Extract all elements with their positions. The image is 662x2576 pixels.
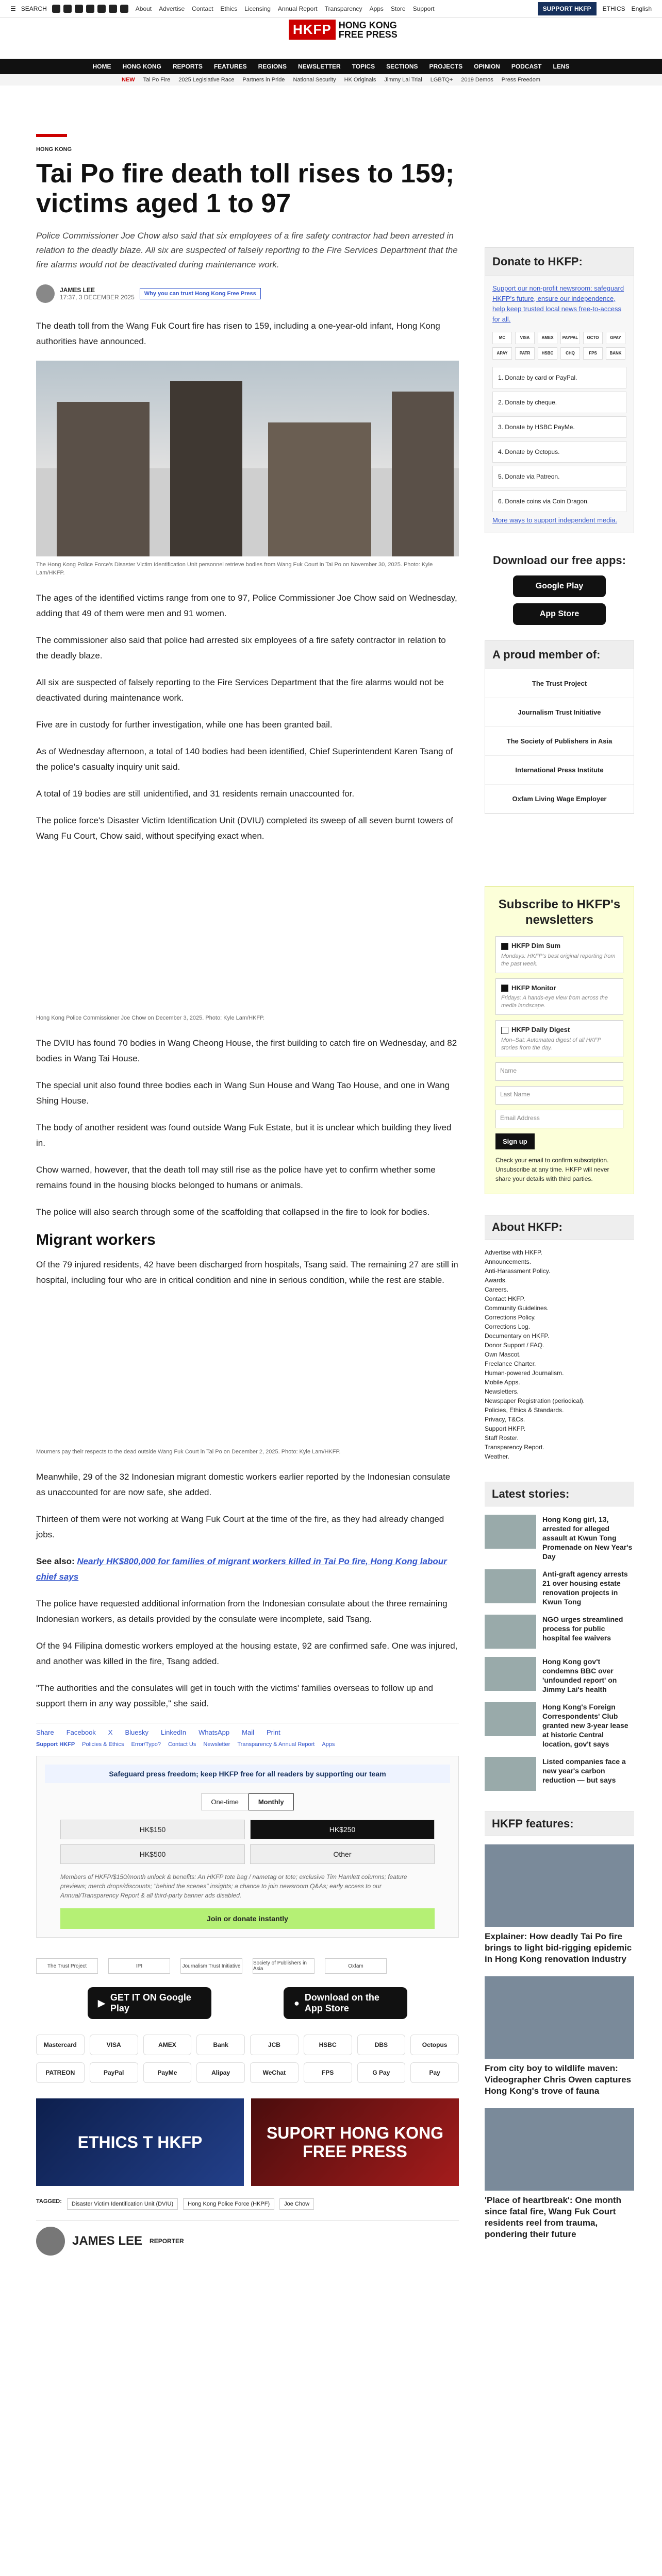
logo-text-1: HONG KONG xyxy=(338,20,397,30)
member-logo[interactable]: The Trust Project xyxy=(485,669,634,698)
about-link[interactable]: Staff Roster. xyxy=(485,1434,519,1442)
features-title: HKFP features: xyxy=(485,1811,634,1836)
payment-logo: Octopus xyxy=(410,2035,459,2055)
latest-item[interactable] xyxy=(485,1757,634,1791)
see-also-link[interactable]: Nearly HK$800,000 for families of migrant workers killed in Tai Po fire, Hong Kong labour chief says xyxy=(36,1556,447,1582)
article xyxy=(36,134,459,2256)
author-box-name[interactable]: JAMES LEE xyxy=(72,2234,143,2248)
sub-nav xyxy=(0,74,662,86)
payment-logo: PATREON xyxy=(36,2062,85,2083)
member-card xyxy=(485,640,634,814)
partner-logos xyxy=(36,1958,459,1974)
share-label: Share xyxy=(36,1728,54,1736)
newsletter-desc: Mondays: HKFP's best original reporting from the past week. xyxy=(501,953,616,967)
payment-logo: G Pay xyxy=(357,2062,406,2083)
amount-option[interactable]: Other xyxy=(250,1844,435,1864)
last-name-input[interactable]: Last Name xyxy=(495,1086,623,1105)
share-linkedin[interactable]: LinkedIn xyxy=(161,1728,187,1736)
payment-logo: FPS xyxy=(304,2062,352,2083)
pay-icon: OCTO xyxy=(583,332,603,344)
latest-title-text[interactable]: Listed companies face a new year's carbon reduction — but says xyxy=(542,1757,626,1784)
paragraph: Chow warned, however, that the death toll may still rise as the police have yet to confirm whether some remains found in the housing blocks belonged to humans or animals. xyxy=(36,1165,436,1190)
feature-list xyxy=(485,1844,634,2240)
tag[interactable]: Hong Kong Police Force (HKPF) xyxy=(183,2198,274,2210)
payment-logo: VISA xyxy=(90,2035,138,2055)
nav-item[interactable]: FEATURES xyxy=(213,63,247,70)
article-title: Tai Po fire death toll rises to 159; victims aged 1 to 97 xyxy=(36,159,455,218)
top-link[interactable]: Licensing xyxy=(244,5,271,12)
nav-item[interactable]: PODCAST xyxy=(511,63,542,70)
sidebar xyxy=(485,247,634,2251)
payment-logo: WeChat xyxy=(250,2062,299,2083)
partner-logo[interactable]: Oxfam xyxy=(325,1958,387,1974)
newsletter-option[interactable] xyxy=(495,978,623,1015)
newsletter-desc: Mon–Sat: Automated digest of all HKFP stories from the day. xyxy=(501,1037,601,1051)
payment-logo: JCB xyxy=(250,2035,299,2055)
about-link[interactable]: Own Mascot. xyxy=(485,1350,521,1358)
author-box xyxy=(36,2220,459,2256)
apple-icon: ● xyxy=(294,1997,300,2008)
donate-option[interactable]: 1. Donate by card or PayPal. xyxy=(492,367,626,388)
latest-title-text[interactable]: Hong Kong gov't condemns BBC over 'unfounded report' on Jimmy Lai's health xyxy=(542,1657,617,1693)
share-x[interactable]: X xyxy=(108,1728,113,1736)
tag-list xyxy=(36,2198,459,2210)
feature-title[interactable]: 'Place of heartbreak': One month since fatal fire, Wang Fuk Court residents reel from trauma, pondering their future xyxy=(485,2195,622,2239)
nav-item[interactable]: NEWSLETTER xyxy=(297,63,341,70)
top-link[interactable]: About xyxy=(135,5,152,12)
newsletter-title: Subscribe to HKFP's newsletters xyxy=(498,897,621,927)
ethics-link[interactable]: ETHICS xyxy=(602,5,625,12)
about-link[interactable]: Support HKFP. xyxy=(485,1425,526,1432)
app-buttons xyxy=(36,1987,459,2019)
latest-item[interactable] xyxy=(485,1515,634,1561)
main-nav xyxy=(0,59,662,74)
about-link[interactable]: Community Guidelines. xyxy=(485,1304,549,1312)
nav-item[interactable]: PROJECTS xyxy=(429,63,463,70)
payment-logo: PayPal xyxy=(90,2062,138,2083)
site-logo[interactable] xyxy=(289,20,398,40)
pay-icon: PAYPAL xyxy=(560,332,580,344)
donate-options xyxy=(492,367,626,512)
support-banner[interactable]: SUPORT HONG KONG FREE PRESS xyxy=(251,2098,459,2186)
amount-option[interactable]: HK$150 xyxy=(60,1820,245,1839)
tag[interactable]: Disaster Victim Identification Unit (DVIU) xyxy=(67,2198,178,2210)
member-logo[interactable]: International Press Institute xyxy=(485,756,634,785)
paragraph: A total of 19 bodies are still unidentified, and 31 residents remain unaccounted for. xyxy=(36,789,355,799)
sidebar-app-store[interactable]: App Store xyxy=(513,603,606,625)
amount-option[interactable]: HK$250 xyxy=(250,1820,435,1839)
newsletter-option[interactable] xyxy=(495,936,623,973)
feature-image[interactable] xyxy=(485,2108,634,2191)
latest-thumb[interactable] xyxy=(485,1702,536,1736)
byline xyxy=(36,284,459,303)
red-rule xyxy=(36,134,67,137)
app-store-label: Download on the App Store xyxy=(304,1992,379,2013)
support-link[interactable]: Policies & Ethics xyxy=(82,1741,124,1748)
pay-icon: VISA xyxy=(515,332,535,344)
article-kicker[interactable]: HONG KONG xyxy=(36,146,72,152)
nav-item[interactable]: HONG KONG xyxy=(122,63,161,70)
top-link[interactable]: Ethics xyxy=(220,5,238,12)
partner-logo[interactable]: The Trust Project xyxy=(36,1958,98,1974)
paragraph: "The authorities and the consulates will get in touch with the victims' families overseas to follow up and support them in any way possible," she said. xyxy=(36,1683,433,1708)
payment-logo: Bank xyxy=(196,2035,245,2055)
social-icons xyxy=(52,5,128,13)
member-logo[interactable]: The Society of Publishers in Asia xyxy=(485,727,634,756)
paragraph: Five are in custody for further investigation, while one has been granted bail. xyxy=(36,720,333,730)
support-link[interactable]: Transparency & Annual Report xyxy=(237,1741,315,1748)
share-whatsapp[interactable]: WhatsApp xyxy=(198,1728,230,1736)
threads-icon[interactable] xyxy=(97,5,106,13)
paragraph: The death toll from the Wang Fuk Court fire has risen to 159, including a one-year-old infant, Hong Kong authorities have announced. xyxy=(36,321,440,346)
tag[interactable]: Joe Chow xyxy=(279,2198,314,2210)
about-link[interactable]: Announcements. xyxy=(485,1258,532,1265)
sub-nav-item[interactable]: HK Originals xyxy=(344,77,376,83)
pay-icon: CHQ xyxy=(560,347,580,360)
paragraph: Thirteen of them were not working at Wang Fuk Court at the time of the fire, as they had already changed jobs. xyxy=(36,1514,444,1539)
nav-item[interactable]: TOPICS xyxy=(352,63,375,70)
sub-nav-label: NEW xyxy=(122,77,135,83)
ad-space xyxy=(36,1299,459,1444)
pay-icon: MC xyxy=(492,332,512,344)
top-link[interactable]: Contact xyxy=(192,5,213,12)
paragraph: The special unit also found three bodies each in Wang Sun House and Wang Tao House, and one in Wang Shing House. xyxy=(36,1080,450,1106)
payment-logo: HSBC xyxy=(304,2035,352,2055)
donate-option[interactable]: 2. Donate by cheque. xyxy=(492,392,626,413)
facebook-icon[interactable] xyxy=(52,5,60,13)
nav-item[interactable]: SECTIONS xyxy=(386,63,418,70)
newsletter-name: HKFP Dim Sum xyxy=(511,942,561,950)
donate-card-title: Donate to HKFP: xyxy=(485,248,634,276)
top-link[interactable]: Support xyxy=(412,5,435,12)
paragraph: As of Wednesday afternoon, a total of 140 bodies had been identified, Chief Superintendent Karen Tsang of the police's casualty inquiry unit said. xyxy=(36,747,453,772)
youtube-icon[interactable] xyxy=(86,5,94,13)
about-link[interactable]: Anti-Harassment Policy. xyxy=(485,1267,551,1275)
latest-item[interactable] xyxy=(485,1702,634,1749)
photo-caption: The Hong Kong Police Force's Disaster Victim Identification Unit personnel retrieve bodies from Wang Fuk Court in Tai Po on November 30, 2025. Photo: Kyle Lam/HKFP. xyxy=(36,562,433,576)
about-link[interactable]: Contact HKFP. xyxy=(485,1295,525,1302)
author-box-role: REPORTER xyxy=(150,2238,184,2245)
author-avatar[interactable] xyxy=(36,284,55,303)
support-link[interactable]: Apps xyxy=(322,1741,335,1748)
amount-options xyxy=(60,1820,435,1864)
payment-methods xyxy=(36,2035,459,2083)
article-photo xyxy=(36,361,459,556)
about-link[interactable]: Careers. xyxy=(485,1285,509,1293)
partner-logo[interactable]: Society of Publishers in Asia xyxy=(253,1958,315,1974)
nav-item[interactable]: HOME xyxy=(92,63,111,70)
search-link[interactable]: SEARCH xyxy=(21,5,47,12)
feature-image[interactable] xyxy=(485,1844,634,1927)
pay-icon: AMEX xyxy=(538,332,557,344)
paragraph: The DVIU has found 70 bodies in Wang Cheong House, the first building to catch fire on Wednesday, and 82 bodies in Wang Tai House. xyxy=(36,1038,457,1063)
about-link[interactable]: Policies, Ethics & Standards. xyxy=(485,1406,564,1414)
feature-item[interactable] xyxy=(485,1976,634,2097)
paragraph: The police force's Disaster Victim Identification Unit (DVIU) completed its sweep of all seven burnt towers of Wang Fu Court, Chow said, without specifying exact when. xyxy=(36,816,453,841)
checkbox[interactable] xyxy=(501,985,508,992)
member-logo[interactable]: Journalism Trust Initiative xyxy=(485,698,634,727)
donate-option[interactable]: 6. Donate coins via Coin Dragon. xyxy=(492,490,626,512)
amount-option[interactable]: HK$500 xyxy=(60,1844,245,1864)
monthly-tab[interactable]: Monthly xyxy=(249,1793,294,1810)
about-link[interactable]: Transparency Report. xyxy=(485,1443,544,1451)
latest-stories xyxy=(485,1515,634,1791)
join-button[interactable]: Join or donate instantly xyxy=(60,1908,435,1929)
sub-nav-item[interactable]: National Security xyxy=(293,77,336,83)
about-links xyxy=(485,1248,634,1461)
support-link[interactable]: Error/Typo? xyxy=(131,1741,161,1748)
donate-option[interactable]: 4. Donate by Octopus. xyxy=(492,441,626,463)
newsletter-name: HKFP Monitor xyxy=(511,984,556,992)
payment-logo: DBS xyxy=(357,2035,406,2055)
member-title: A proud member of: xyxy=(485,641,634,669)
one-time-tab[interactable]: One-time xyxy=(201,1793,248,1810)
about-link[interactable]: Corrections Log. xyxy=(485,1323,531,1330)
about-link[interactable]: Human-powered Journalism. xyxy=(485,1369,564,1377)
donate-option[interactable]: 3. Donate by HSBC PayMe. xyxy=(492,416,626,438)
app-store-button[interactable] xyxy=(284,1987,407,2019)
checkbox[interactable] xyxy=(501,943,508,950)
payment-logo: Pay xyxy=(410,2062,459,2083)
name-input[interactable]: Name xyxy=(495,1062,623,1081)
pay-icon: APAY xyxy=(492,347,512,360)
donate-header: Safeguard press freedom; keep HKFP free for all readers by supporting our team xyxy=(45,1765,450,1783)
latest-thumb[interactable] xyxy=(485,1615,536,1649)
about-link[interactable]: Mobile Apps. xyxy=(485,1378,520,1386)
latest-title-text[interactable]: NGO urges streamlined process for public hospital fee waivers xyxy=(542,1615,623,1642)
sub-nav-item[interactable]: LGBTQ+ xyxy=(430,77,453,83)
feature-item[interactable] xyxy=(485,1844,634,1965)
paragraph: The police have requested additional information from the Indonesian consulate about the three remaining Indonesian workers, as details provided by the consulate were incomplete, said Tsang. xyxy=(36,1599,448,1624)
google-play-icon: ▶ xyxy=(98,1997,105,2008)
paragraph: Of the 94 Filipina domestic workers employed at the housing estate, 92 are confirmed safe. One was injured, and another was killed in the fire, Tsang added. xyxy=(36,1641,458,1666)
top-link[interactable]: Store xyxy=(390,5,406,12)
donate-option[interactable]: 5. Donate via Patreon. xyxy=(492,466,626,487)
latest-thumb[interactable] xyxy=(485,1569,536,1603)
share-mail[interactable]: Mail xyxy=(242,1728,254,1736)
partner-logo[interactable]: IPI xyxy=(108,1958,170,1974)
language-select[interactable]: English xyxy=(631,5,652,12)
newsletter-option[interactable] xyxy=(495,1020,623,1057)
about-link[interactable]: Newsletters. xyxy=(485,1387,519,1395)
about-link[interactable]: Freelance Charter. xyxy=(485,1360,536,1367)
more-ways-link[interactable]: More ways to support independent media. xyxy=(492,516,618,524)
newsletter-box xyxy=(485,886,634,1194)
trust-link[interactable]: Why you can trust Hong Kong Free Press xyxy=(140,288,261,299)
nav-item[interactable]: OPINION xyxy=(474,63,500,70)
latest-thumb[interactable] xyxy=(485,1657,536,1691)
latest-title-text[interactable]: Hong Kong girl, 13, arrested for alleged assault at Kwun Tong Promenade on New Year's Day xyxy=(542,1515,633,1561)
share-facebook[interactable]: Facebook xyxy=(66,1728,96,1736)
top-links xyxy=(136,5,435,12)
sub-nav-item[interactable]: 2019 Demos xyxy=(461,77,493,83)
latest-title-text[interactable]: Anti-graft agency arrests 21 over housing estate renovation projects in Kwun Tong xyxy=(542,1569,628,1606)
about-link[interactable]: Advertise with HKFP. xyxy=(485,1248,542,1256)
ad-space xyxy=(36,855,459,1010)
latest-item[interactable] xyxy=(485,1615,634,1649)
top-link[interactable]: Advertise xyxy=(159,5,185,12)
checkbox[interactable] xyxy=(501,1027,508,1034)
about-link[interactable]: Donor Support / FAQ. xyxy=(485,1341,544,1349)
pay-icon: HSBC xyxy=(538,347,557,360)
publish-date: 17:37, 3 DECEMBER 2025 xyxy=(60,294,135,301)
feature-item[interactable] xyxy=(485,2108,634,2240)
article-lede: Police Commissioner Joe Chow also said that six employees of a fire safety contractor had been arrested in relation to the deadly blaze. All six are suspected of falsely reporting to the Fire Services Department that the fire alarms would not be deactivated during maintenance work. xyxy=(36,231,458,269)
top-bar xyxy=(0,0,662,18)
menu-icon[interactable]: ☰ xyxy=(10,5,16,12)
latest-item[interactable] xyxy=(485,1569,634,1606)
support-link[interactable]: Contact Us xyxy=(168,1741,196,1748)
sub-nav-item[interactable]: Partners in Pride xyxy=(242,77,285,83)
top-link[interactable]: Apps xyxy=(369,5,384,12)
photo-caption: Mourners pay their respects to the dead outside Wang Fuk Court in Tai Po on December 2, 2025. Photo: Kyle Lam/HKFP. xyxy=(36,1449,341,1455)
paragraph: Of the 79 injured residents, 42 have been discharged from hospitals, Tsang said. The remaining 27 are still in hospital, including four who are in critical condition and nine in serious condition, while the rest are stable. xyxy=(36,1260,458,1285)
sub-nav-item[interactable]: Tai Po Fire xyxy=(143,77,171,83)
rss-icon[interactable] xyxy=(120,5,128,13)
nav-item[interactable]: REGIONS xyxy=(258,63,287,70)
payment-logo: Alipay xyxy=(196,2062,245,2083)
share-bar xyxy=(36,1723,459,1736)
email-input[interactable]: Email Address xyxy=(495,1110,623,1128)
ethics-banner[interactable]: ETHICS T HKFP xyxy=(36,2098,244,2186)
section-heading: Migrant workers xyxy=(36,1231,156,1248)
sidebar-google-play[interactable]: Google Play xyxy=(513,575,606,597)
member-perks: Members of HKFP/$150/month unlock & benefits: An HKFP tote bag / nametag or tote; exclusive Tim Hamlett columns; feature previews; merch drops/discounts; "behind the scenes" insights; a chance to join newsroom Q&As; early access to our Annual/Transparency Report & all third-party banner ads disabled. xyxy=(60,1873,407,1899)
linkedin-icon[interactable] xyxy=(109,5,117,13)
frequency-toggle xyxy=(45,1793,450,1810)
sub-nav-item[interactable]: 2025 Legislative Race xyxy=(178,77,235,83)
support-link[interactable]: Newsletter xyxy=(203,1741,230,1748)
logo-mark: HKFP xyxy=(289,20,336,40)
about-link[interactable]: Documentary on HKFP. xyxy=(485,1332,550,1340)
feature-image[interactable] xyxy=(485,1976,634,2059)
nav-item[interactable]: LENS xyxy=(553,63,570,70)
sub-nav-item[interactable]: Jimmy Lai Trial xyxy=(384,77,422,83)
promo-banners xyxy=(36,2098,459,2186)
share-bluesky[interactable]: Bluesky xyxy=(125,1728,148,1736)
pay-icon: BANK xyxy=(606,347,625,360)
latest-item[interactable] xyxy=(485,1657,634,1694)
donate-pay-icons xyxy=(492,332,626,360)
donate-card-text[interactable]: Support our non-profit newsroom: safeguard HKFP's future, ensure our independence, help keep trusted local news free-to-access for all. xyxy=(492,284,624,323)
newsletter-note: Check your email to confirm subscription. Unsubscribe at any time. HKFP will never share your details with third parties. xyxy=(495,1156,609,1182)
author-name[interactable]: JAMES LEE xyxy=(60,286,95,294)
nav-item[interactable]: REPORTS xyxy=(172,63,203,70)
share-print[interactable]: Print xyxy=(266,1728,280,1736)
about-link[interactable]: Weather. xyxy=(485,1452,509,1460)
feature-title[interactable]: From city boy to wildlife maven: Videographer Chris Owen captures Hong Kong's trove of fauna xyxy=(485,2063,632,2096)
photo-caption: Hong Kong Police Commissioner Joe Chow on December 3, 2025. Photo: Kyle Lam/HKFP. xyxy=(36,1015,265,1021)
paragraph: All six are suspected of falsely reporting to the Fire Services Department that the fire alarms would not be deactivated during maintenance work. xyxy=(36,677,444,703)
paragraph: The police will also search through some of the scaffolding that collapsed in the fire to look for bodies. xyxy=(36,1207,430,1217)
latest-title: Latest stories: xyxy=(485,1482,634,1506)
pay-icon: FPS xyxy=(583,347,603,360)
logo-text-2: FREE PRESS xyxy=(338,29,398,40)
support-link[interactable]: Support HKFP xyxy=(36,1741,75,1748)
paragraph: The commissioner also said that police had arrested six employees of a fire safety contractor in relation to the deadly blaze. xyxy=(36,635,446,660)
apps-title: Download our free apps: xyxy=(493,554,626,567)
top-link[interactable]: Annual Report xyxy=(277,5,318,12)
about-link[interactable]: Corrections Policy. xyxy=(485,1313,536,1321)
feature-title[interactable]: Explainer: How deadly Tai Po fire brings to light bid-rigging epidemic in Hong Kong renovation industry xyxy=(485,1931,632,1964)
support-links xyxy=(36,1741,459,1748)
latest-thumb[interactable] xyxy=(485,1515,536,1549)
newsletter-name: HKFP Daily Digest xyxy=(511,1026,570,1034)
pay-icon: PATR xyxy=(515,347,535,360)
paragraph: Meanwhile, 29 of the 32 Indonesian migrant domestic workers earlier reported by the Indonesian consulate as unaccounted for are now safe, she added. xyxy=(36,1472,451,1497)
sub-nav-item[interactable]: Press Freedom xyxy=(501,77,540,83)
see-also xyxy=(36,1554,459,1585)
signup-button[interactable]: Sign up xyxy=(495,1133,535,1149)
google-play-button[interactable] xyxy=(88,1987,211,2019)
newsletter-desc: Fridays: A hands-eye view from across the media landscape. xyxy=(501,995,608,1009)
about-link[interactable]: Awards. xyxy=(485,1276,507,1284)
about-link[interactable]: Privacy, T&Cs. xyxy=(485,1415,525,1423)
paragraph: The body of another resident was found outside Wang Fuk Estate, but it is unclear which building they lived in. xyxy=(36,1123,452,1148)
about-title: About HKFP: xyxy=(485,1215,634,1240)
donate-card xyxy=(485,247,634,533)
support-button[interactable]: SUPPORT HKFP xyxy=(538,2,597,15)
member-logo[interactable]: Oxfam Living Wage Employer xyxy=(485,785,634,814)
top-link[interactable]: Transparency xyxy=(324,5,362,12)
about-link[interactable]: Newspaper Registration (periodical). xyxy=(485,1397,585,1404)
google-play-label: GET IT ON Google Play xyxy=(110,1992,191,2013)
latest-thumb[interactable] xyxy=(485,1757,536,1791)
tags-label: TAGGED: xyxy=(36,2198,62,2205)
payment-logo: PayMe xyxy=(143,2062,192,2083)
author-box-avatar[interactable] xyxy=(36,2227,65,2256)
paragraph: The ages of the identified victims range from one to 97, Police Commissioner Joe Chow said on Wednesday, adding that 49 of them were men and 91 women. xyxy=(36,593,457,618)
payment-logo: Mastercard xyxy=(36,2035,85,2055)
instagram-icon[interactable] xyxy=(75,5,83,13)
x-icon[interactable] xyxy=(63,5,72,13)
pay-icon: GPAY xyxy=(606,332,625,344)
latest-title-text[interactable]: Hong Kong's Foreign Correspondents' Club granted new 3-year lease at historic Central location, gov't says xyxy=(542,1702,628,1748)
see-also-label: See also: xyxy=(36,1556,75,1566)
payment-logo: AMEX xyxy=(143,2035,192,2055)
donate-widget xyxy=(36,1756,459,1938)
partner-logo[interactable]: Journalism Trust Initiative xyxy=(180,1958,242,1974)
